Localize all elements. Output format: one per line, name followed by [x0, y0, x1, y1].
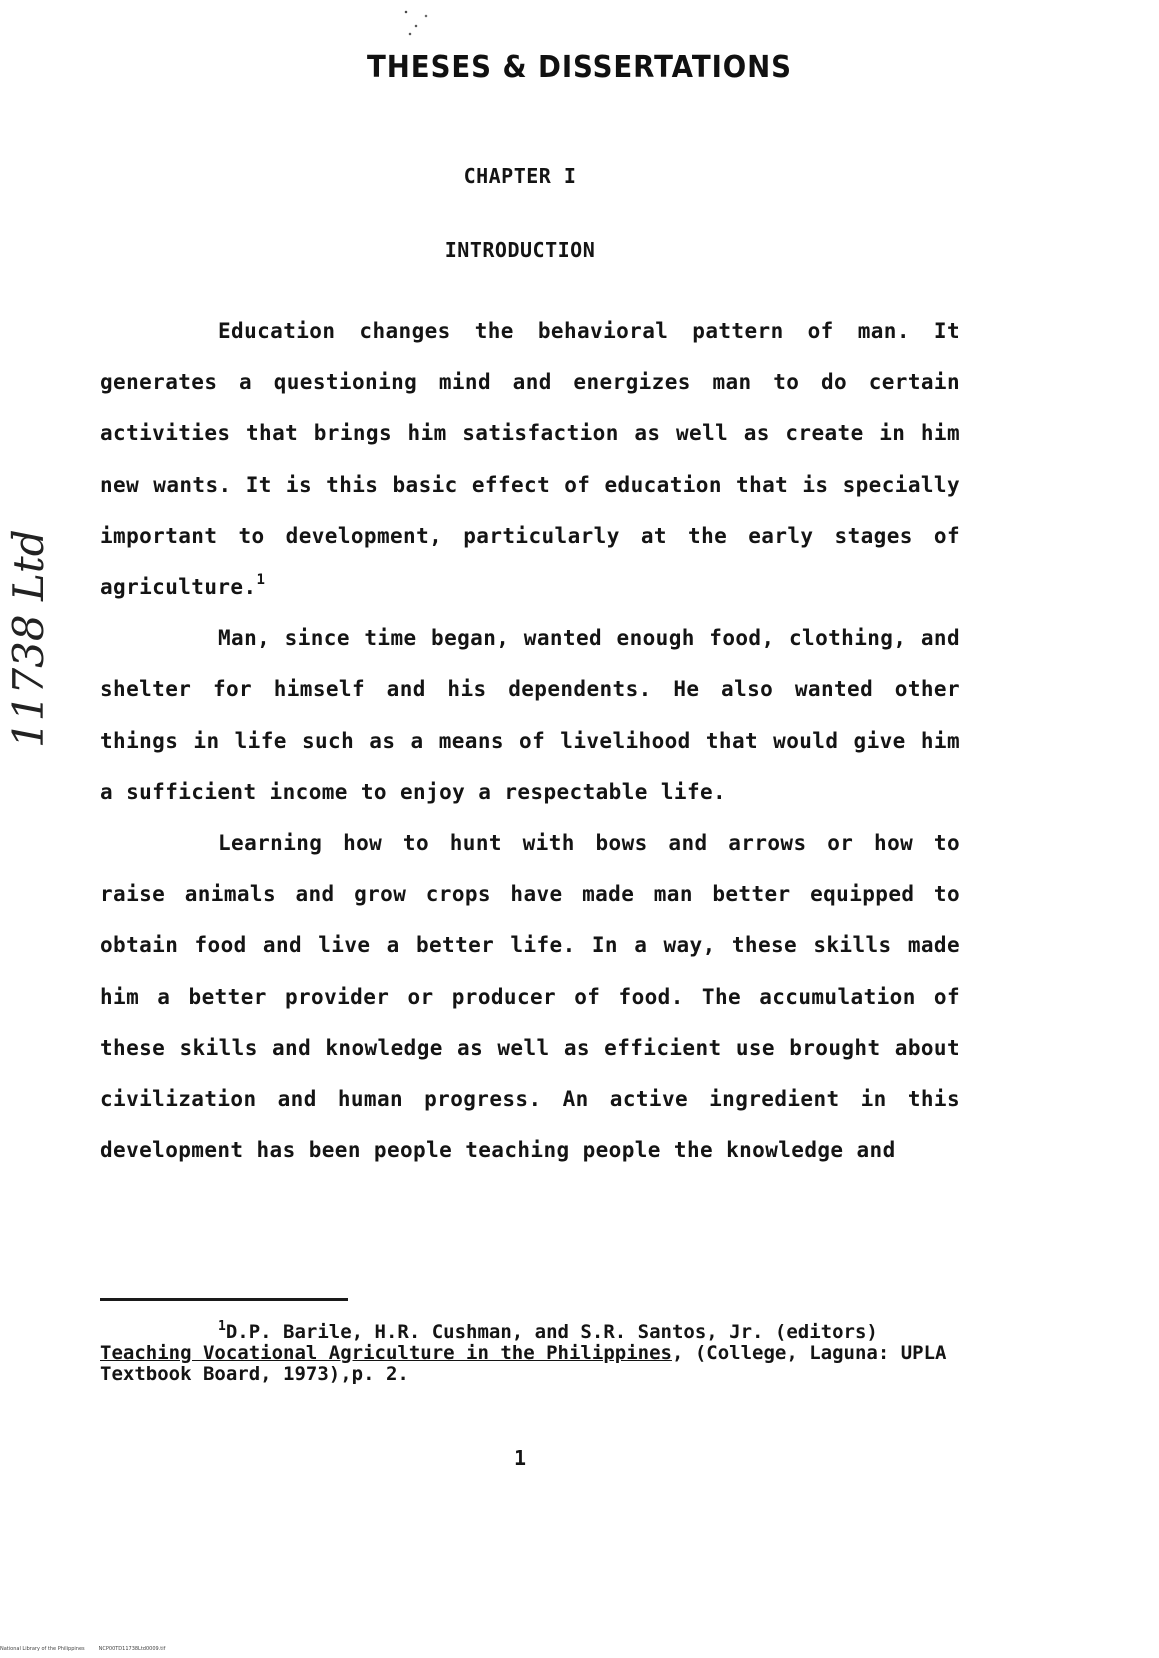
body-text: [100, 306, 960, 1176]
paragraph: [100, 306, 960, 613]
scan-footer: [0, 1646, 400, 1652]
footnote-divider: [100, 1298, 348, 1301]
chapter-heading: CHAPTER I: [463, 164, 577, 188]
footnote-marker: 1: [218, 1319, 226, 1334]
page-number: 1: [513, 1446, 527, 1470]
paragraph-text: Man, since time began, wanted enough food, clothing, and shelter for himself and his dependents. He also wanted other things in life such as a means of livelihood that would give him a sufficient income to enjoy a respectable life.: [100, 626, 960, 804]
scan-filename: NCP00TD11738Ltd0009.tif: [98, 1646, 166, 1652]
theses-dissertations-stamp: THESES & DISSERTATIONS: [367, 50, 792, 85]
paragraph: [100, 613, 960, 818]
paragraph-text: Education changes the behavioral pattern of man. It generates a questioning mind and energizes man to do certain activities that brings him satisfaction as well as create in him new wants. It is this basic effect of education that is specially important to development, particularly at the early stages of agriculture.: [100, 319, 960, 600]
footnote-reference: 1: [256, 572, 266, 589]
scan-library: National Library of the Philippines: [0, 1646, 85, 1652]
footnote-lead: D.P. Barile, H.R. Cushman, and S.R. Santos, Jr. (editors): [225, 1321, 878, 1343]
footnote-text: [100, 1319, 970, 1385]
footnote-tail: , (College, Laguna: UPLA Textbook Board, 1973),p. 2.: [100, 1342, 947, 1385]
paragraph: [100, 818, 960, 1176]
section-title: INTRODUCTION: [444, 238, 596, 262]
footnote-book-title: Teaching Vocational Agriculture in the Philippines: [100, 1342, 672, 1364]
scan-speckle: [396, 2, 436, 42]
handwritten-accession-note: 11738 Ltd: [4, 529, 53, 748]
paragraph-text: Learning how to hunt with bows and arrows or how to raise animals and grow crops have made man better equipped to obtain food and live a better life. In a way, these skills made him a better provider or producer of food. The accumulation of these skills and knowledge as well as efficient use brought about civilization and human progress. An active ingredient in this development has been people teaching people the knowledge and: [100, 831, 960, 1163]
footnote: [100, 1319, 970, 1385]
